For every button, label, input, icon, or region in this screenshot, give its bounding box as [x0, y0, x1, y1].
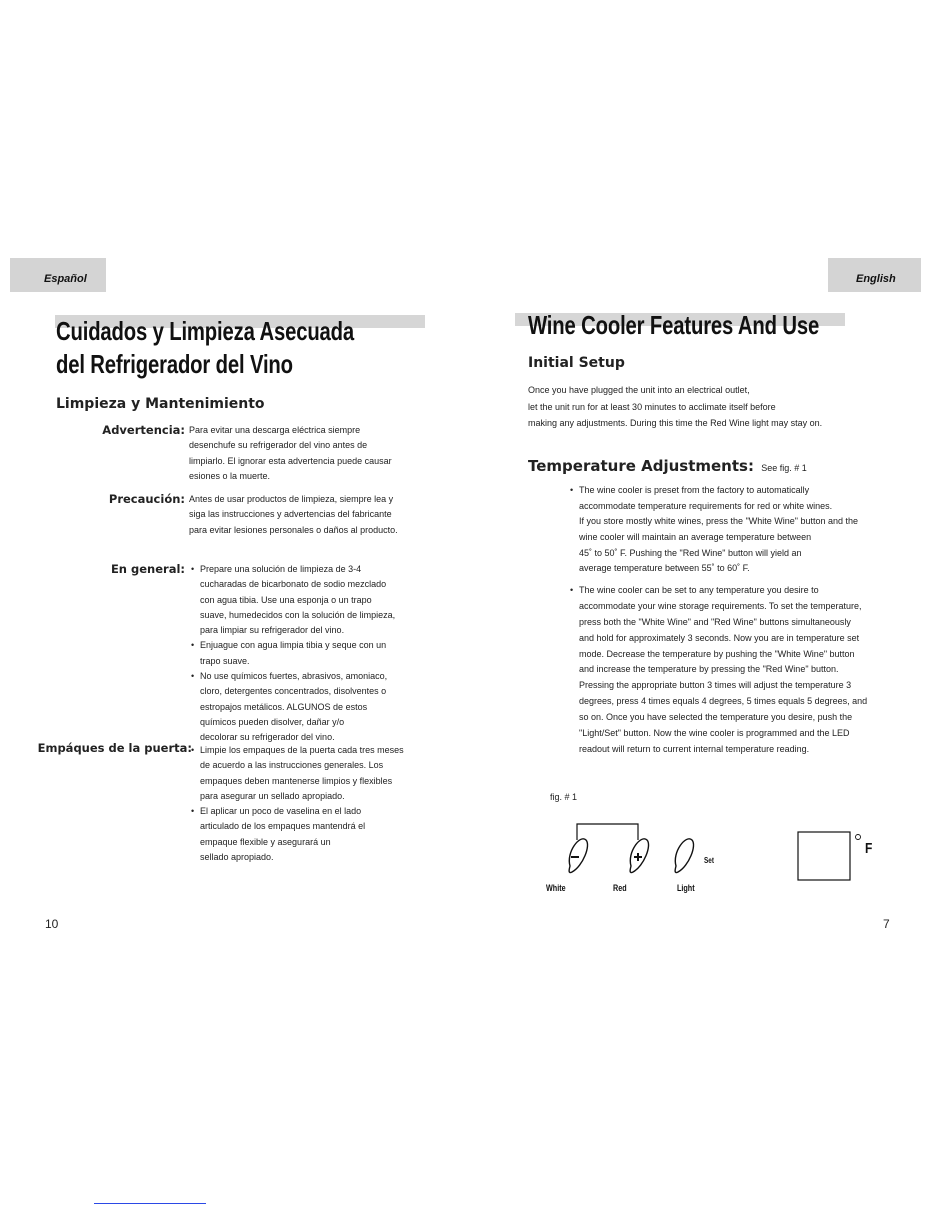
text-line: and hold for approximately 3 seconds. Now you are in temperature set: [579, 632, 860, 643]
page-number-left: 10: [45, 917, 59, 931]
language-tab-label: English: [856, 273, 896, 285]
page-title-right: Wine Cooler Features And Use: [528, 310, 820, 340]
led-display: [798, 832, 850, 880]
text-line: suave, humedecidos con la solución de limpieza,: [200, 609, 396, 620]
text-line: cucharadas de bicarbonato de sodio mezclado: [200, 579, 387, 590]
text-line: and increase the temperature by pressing the "Red Wine" button.: [579, 664, 839, 675]
temperature-bullet-1: [579, 483, 858, 577]
language-tab-spanish: [10, 258, 106, 292]
red-button-label: Red: [613, 883, 627, 893]
connector-bracket: [577, 824, 638, 840]
text-line: Antes de usar productos de limpieza, siempre lea y: [189, 494, 394, 504]
text-en-general: [200, 562, 395, 746]
text-line: press both the "White Wine" and "Red Wine" buttons simultaneously: [579, 616, 851, 627]
text-line: If you store mostly white wines, press the "White Wine" button and the: [579, 516, 859, 527]
temperature-bullet-2: [579, 583, 867, 758]
text-line: siga las instrucciones y advertencias del fabricante: [189, 509, 392, 520]
text-line: readout will return to current internal temperature reading.: [579, 743, 810, 754]
text-line: empaque flexible y asegurará un: [200, 836, 331, 847]
label-advertencia: Advertencia:: [102, 423, 185, 437]
text-line: con agua tibia. Use una esponja o un trapo: [200, 594, 372, 605]
figure-caption: fig. # 1: [550, 792, 578, 802]
temperature-heading-text: Temperature Adjustments:: [528, 457, 754, 475]
text-line: let the unit run for at least 30 minutes to acclimate itself before: [528, 401, 776, 412]
text-line: decolorar su refrigerador del vino.: [200, 732, 335, 743]
text-line: articulado de los empaques mantendrá el: [200, 821, 366, 832]
page-title-line2: del Refrigerador del Vino: [56, 349, 293, 379]
bullet-line: • The wine cooler can be set to any temperature you desire to: [579, 583, 867, 599]
white-button-icon: [569, 839, 587, 873]
text-line: "Light/Set" button. Now the wine cooler is programmed and the LED: [579, 728, 850, 739]
red-button-icon: [630, 839, 648, 873]
text-line: cloro, detergentes concentrados, disolventes o: [200, 686, 387, 697]
text-line: making any adjustments. During this time the Red Wine light may stay on.: [528, 418, 823, 428]
text-line: average temperature between 55˚ to 60˚ F.: [579, 563, 750, 574]
text-line: accommodate temperature requirements for red or white wines.: [579, 500, 833, 511]
text-line: limpiarlo. El ignorar esta advertencia puede causar: [189, 455, 392, 466]
text-line: so on. Once you have selected the temperature you desire, push the: [579, 712, 853, 723]
page-title-line1: Cuidados y Limpieza Asecuada: [56, 316, 355, 346]
text-line: Once you have plugged the unit into an electrical outlet,: [528, 385, 750, 395]
text-precaucion: [189, 492, 398, 538]
initial-setup-heading: Initial Setup: [528, 355, 625, 371]
degree-circle-icon: [856, 835, 861, 840]
bullet-line: • The wine cooler is preset from the factory to automatically: [579, 483, 858, 499]
section-subtitle: Limpieza y Mantenimiento: [56, 396, 265, 412]
text-advertencia: [189, 423, 392, 484]
bullet-line: • Limpie los empaques de la puerta cada tres meses: [200, 743, 404, 758]
label-empaques: Empáques de la puerta:: [37, 741, 192, 755]
white-button-label: White: [546, 883, 566, 893]
text-line: degrees, press 4 times equals 4 degrees, 5 times equals 5 degrees, and: [579, 696, 868, 707]
initial-setup-text: [528, 382, 822, 432]
degree-unit-f: F: [865, 840, 873, 857]
light-set-button-icon: [675, 839, 693, 873]
text-line: químicos pueden disolver, dañar y/o: [200, 716, 345, 727]
bullet-line: • No use químicos fuertes, abrasivos, amoniaco,: [200, 669, 395, 684]
text-line: para limpiar su refrigerador del vino.: [200, 625, 345, 636]
text-line: para evitar lesiones personales o daños al producto.: [189, 524, 398, 535]
text-line: sellado apropiado.: [200, 852, 274, 863]
text-line: 45˚ to 50˚ F. Pushing the "Red Wine" button will yield an: [579, 547, 802, 558]
text-line: Para evitar una descarga eléctrica siempre: [189, 425, 361, 435]
label-precaucion: Precaución:: [108, 492, 185, 506]
text-line: estropajos metálicos. ALGUNOS de estos: [200, 701, 368, 712]
bullet-line: • Prepare una solución de limpieza de 3-4: [200, 562, 395, 577]
label-en-general: En general:: [110, 562, 185, 576]
bullet-line: • Enjuague con agua limpia tibia y seque con un: [200, 638, 395, 653]
text-line: accommodate your wine storage requirements. To set the temperature,: [579, 600, 862, 611]
language-tab-label: Español: [44, 273, 87, 285]
set-symbol-label: Set: [704, 856, 714, 865]
text-line: wine cooler will maintain an average temperature between: [579, 532, 812, 543]
temperature-heading: [528, 457, 807, 475]
text-line: de acuerdo a las instrucciones generales. Los: [200, 760, 384, 771]
text-line: esiones o la muerte.: [189, 470, 271, 481]
language-tab-english: [828, 258, 921, 292]
text-empaques: [200, 743, 404, 865]
text-line: mode. Decrease the temperature by pushing the "White Wine" button: [579, 648, 855, 659]
page-number-right: 7: [883, 917, 890, 931]
text-line: empaques deben mantenerse limpios y flexibles: [200, 775, 393, 786]
text-line: para asegurar un sellado apropiado.: [200, 790, 345, 801]
see-fig-ref: See fig. # 1: [761, 463, 807, 473]
text-line: desenchufe su refrigerador del vino antes de: [189, 440, 368, 451]
bottom-link-underline: [94, 1203, 206, 1204]
text-line: trapo suave.: [200, 655, 250, 666]
bullet-line: • El aplicar un poco de vaselina en el lado: [200, 804, 404, 819]
text-line: Pressing the appropriate button 3 times will adjust the temperature 3: [579, 680, 852, 691]
light-button-label: Light: [677, 883, 695, 893]
